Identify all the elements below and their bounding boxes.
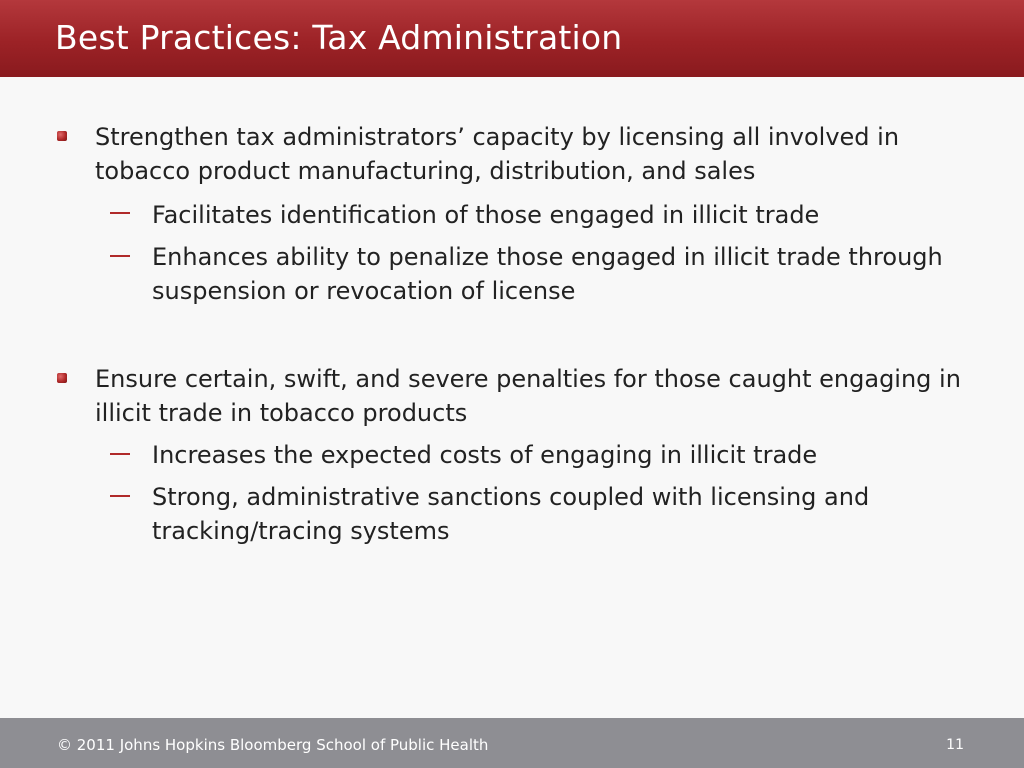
sub-bullet-text: Strong, administrative sanctions coupled with licensing and tracking/tracing systems xyxy=(152,483,870,545)
bullet-icon xyxy=(57,131,67,141)
bullet-icon xyxy=(57,373,67,383)
sub-bullet-text: Enhances ability to penalize those engaged in illicit trade through suspension or revocation of license xyxy=(152,243,943,305)
copyright-text: © 2011 Johns Hopkins Bloomberg School of Public Health xyxy=(57,736,489,754)
sub-bullet-text: Increases the expected costs of engaging in illicit trade xyxy=(152,441,818,469)
footer-bar xyxy=(0,718,1024,768)
title-bar xyxy=(0,0,1024,77)
dash-icon xyxy=(110,212,130,214)
page-number: 11 xyxy=(946,737,964,753)
slide-title: Best Practices: Tax Administration xyxy=(55,18,623,57)
bullet-text: Ensure certain, swift, and severe penalties for those caught engaging in illicit trade in tobacco products xyxy=(95,365,961,427)
bullet-text: Strengthen tax administrators’ capacity by licensing all involved in tobacco product manufacturing, distribution, and sales xyxy=(95,123,900,185)
dash-icon xyxy=(110,495,130,497)
sub-bullet-text: Facilitates identification of those engaged in illicit trade xyxy=(152,201,820,229)
dash-icon xyxy=(110,255,130,257)
dash-icon xyxy=(110,453,130,455)
